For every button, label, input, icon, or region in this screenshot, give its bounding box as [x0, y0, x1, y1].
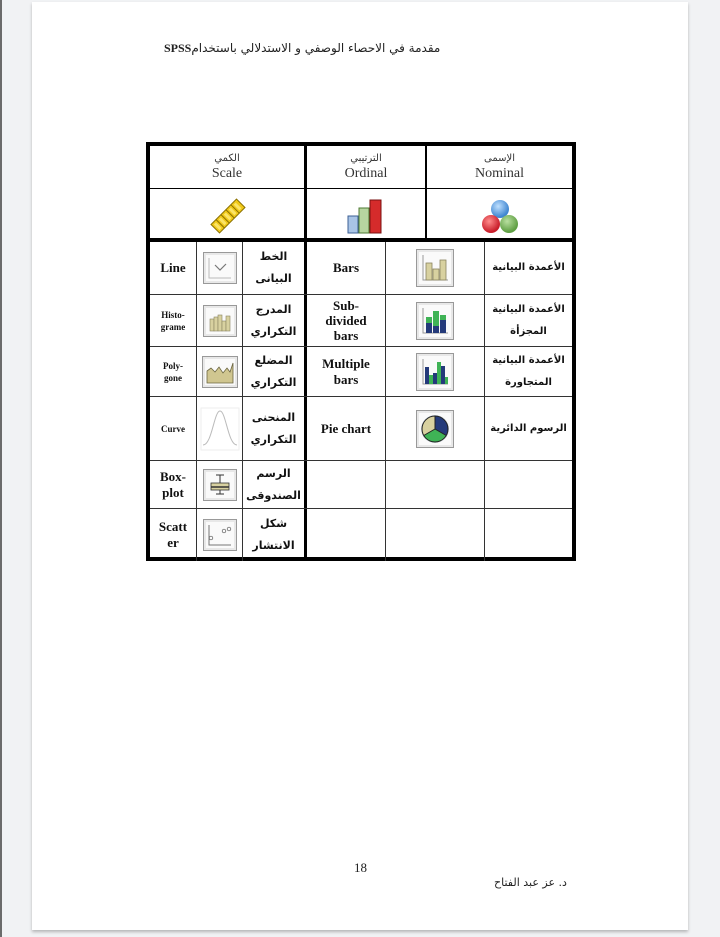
- scale-row-polygon-arabic: [243, 347, 304, 396]
- english-line2: bars: [333, 371, 359, 387]
- page-header-arabic: مقدمة في الاحصاء الوصفي و الاستدلالي باستخدام: [191, 41, 441, 55]
- clustered-bars-icon: [386, 347, 484, 396]
- page-header-spss: SPSS: [164, 41, 192, 55]
- bars-icon: [386, 242, 484, 294]
- arabic-line2: التكراري: [250, 324, 297, 338]
- page-header: [158, 41, 440, 56]
- scale-row-curve-arabic: [243, 397, 304, 460]
- header-scale-arabic: الكمي: [214, 153, 240, 164]
- ruler-icon: [208, 196, 248, 241]
- header-nominal: [427, 152, 572, 182]
- header-scale-english: Scale: [211, 166, 243, 181]
- english-line1: Histo-: [161, 309, 185, 320]
- english-line2: divided: [325, 313, 367, 328]
- scale-row-histogram-english: [150, 295, 196, 346]
- cat-row-multiple-arabic: [485, 347, 572, 396]
- cat-row-subdivided-english: [307, 295, 385, 346]
- english-line1: Poly-: [163, 360, 183, 371]
- arabic-line2: المجزأة: [510, 325, 547, 337]
- pie-chart-icon: [386, 397, 484, 460]
- english-line1: Box-: [160, 468, 186, 484]
- scale-row-curve-english: Curve: [161, 423, 185, 434]
- scale-row-line-english: Line: [160, 260, 186, 275]
- header-scale: [150, 152, 304, 182]
- arabic-line2: البيانى: [255, 272, 292, 285]
- scale-row-line-arabic: [243, 242, 304, 294]
- english-line3: bars: [333, 328, 359, 343]
- scale-row-histogram-arabic: [243, 295, 304, 346]
- cat-row-subdivided-arabic: [485, 295, 572, 346]
- english-line2: plot: [162, 484, 184, 500]
- cat-row-pie-english: Pie chart: [320, 420, 372, 436]
- graph-types-table: [146, 142, 576, 561]
- header-ordinal: [307, 152, 425, 182]
- arabic-line1: الأعمدة البيانية: [492, 303, 565, 315]
- arabic-line1: المنحنى: [251, 410, 296, 424]
- line-chart-icon: [197, 242, 242, 294]
- cat-row-bars-arabic: الأعمدة البيانية: [492, 262, 565, 273]
- page-number: 18: [354, 860, 367, 875]
- polygon-icon: [197, 347, 242, 396]
- cat-row-multiple-english: [307, 347, 385, 396]
- cat-row-bars-english: Bars: [333, 260, 359, 275]
- scale-row-boxplot-arabic: [243, 461, 304, 508]
- cat-row-pie-arabic: الرسوم الدائرية: [490, 422, 567, 434]
- scale-row-boxplot-english: [150, 461, 196, 508]
- english-line1: Sub-: [332, 298, 360, 313]
- stacked-bars-icon: [386, 295, 484, 346]
- scatter-icon: [197, 509, 242, 561]
- arabic-line2: المتجاورة: [505, 376, 552, 388]
- scale-row-scatter-arabic: [243, 509, 304, 561]
- scale-row-polygon-english: [150, 347, 196, 396]
- header-nominal-english: Nominal: [475, 166, 524, 181]
- arabic-line1: المدرج: [255, 302, 292, 316]
- arabic-line2: التكراري: [250, 432, 297, 446]
- english-line1: Multiple: [322, 355, 370, 371]
- bar-chart-ordinal-icon: [346, 198, 384, 239]
- header-nominal-arabic: الإسمى: [484, 153, 515, 164]
- arabic-line1: الخط: [259, 250, 288, 263]
- page-author: د. عز عبد الفتاح: [494, 876, 567, 889]
- viewer-left-edge: [0, 0, 2, 937]
- arabic-line1: شكل: [259, 517, 288, 530]
- arabic-line1: المضلع: [254, 353, 293, 367]
- english-line2: er: [167, 535, 179, 550]
- histogram-icon: [197, 295, 242, 346]
- header-ordinal-arabic: الترتيبي: [350, 153, 382, 164]
- bell-curve-icon: [197, 397, 242, 460]
- english-line1: Scatt: [158, 519, 188, 534]
- english-line2: grame: [160, 321, 186, 332]
- arabic-line2: الصندوقى: [246, 488, 301, 502]
- english-line2: gone: [164, 372, 182, 383]
- arabic-line1: الرسم: [256, 466, 291, 480]
- header-ordinal-english: Ordinal: [344, 166, 388, 181]
- arabic-line2: الانتشار: [252, 539, 295, 552]
- boxplot-icon: [197, 461, 242, 508]
- three-circles-nominal-icon: [480, 198, 520, 241]
- scale-row-scatter-english: [150, 509, 196, 561]
- arabic-line2: التكراري: [250, 375, 297, 389]
- arabic-line1: الأعمدة البيانية: [492, 354, 565, 366]
